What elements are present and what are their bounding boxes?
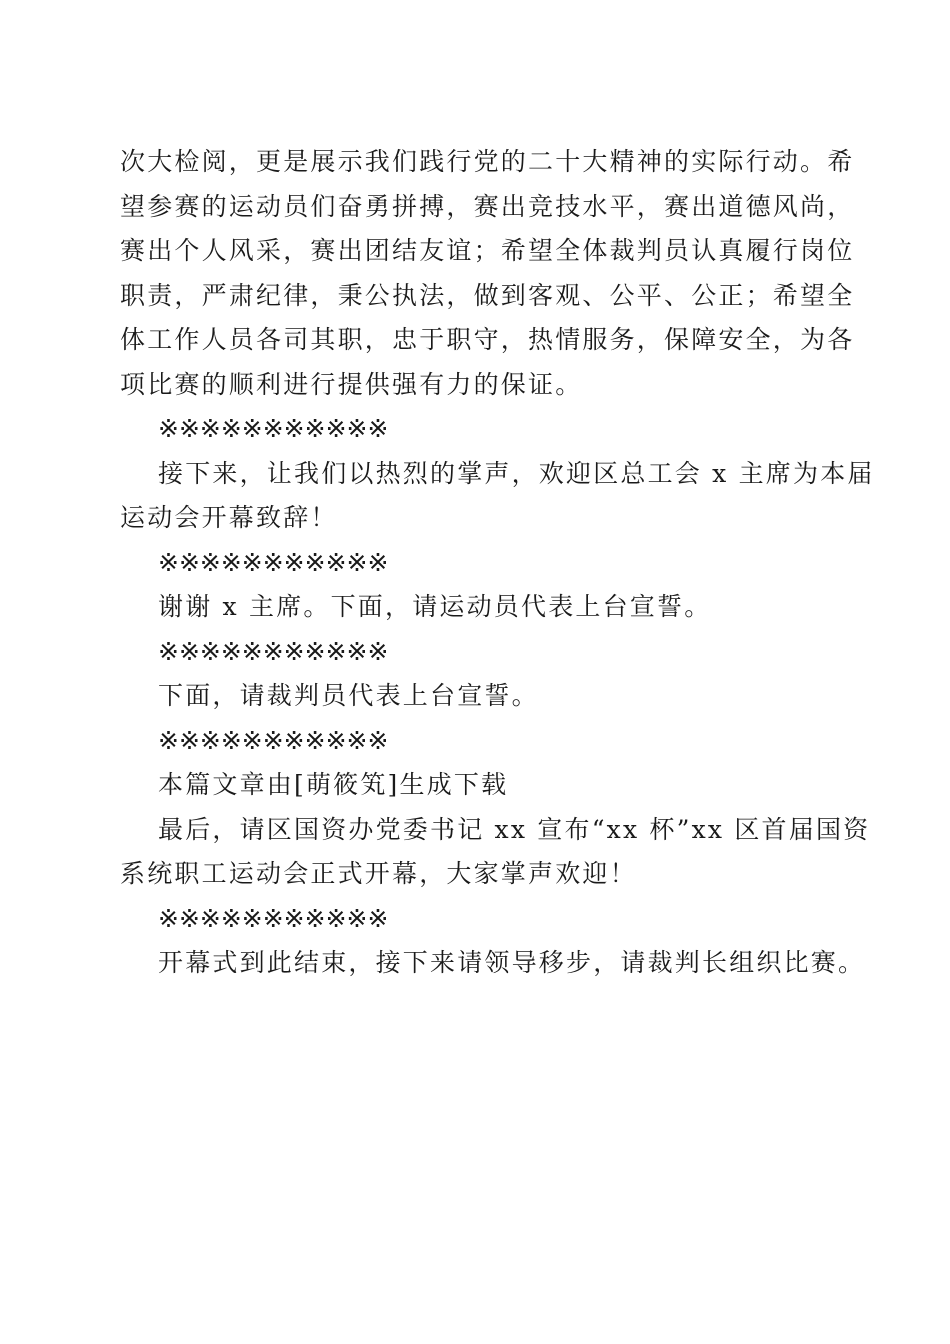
text-line: 本篇文章由[萌筱笂]生成下载 bbox=[158, 770, 509, 799]
separator: ※※※※※※※※※※※ bbox=[158, 725, 389, 755]
text-line: 次大检阅，更是展示我们践行党的二十大精神的实际行动。希 bbox=[120, 147, 855, 176]
text-line: 体工作人员各司其职，忠于职守，热情服务，保障安全，为各 bbox=[120, 325, 855, 354]
text-line: 职责，严肃纪律，秉公执法，做到客观、公平、公正；希望全 bbox=[120, 280, 855, 310]
text-line: 下面，请裁判员代表上台宣誓。 bbox=[158, 681, 539, 710]
text-line: 开幕式到此结束，接下来请领导移步，请裁判长组织比赛。 bbox=[158, 948, 866, 977]
document-page bbox=[120, 140, 875, 986]
text-line: 运动会开幕致辞！ bbox=[120, 503, 338, 532]
text-line: 谢谢 x 主席。下面，请运动员代表上台宣誓。 bbox=[158, 592, 712, 621]
text-line: 赛出个人风采，赛出团结友谊；希望全体裁判员认真履行岗位 bbox=[120, 236, 855, 265]
text-line: 系统职工运动会正式开幕，大家掌声欢迎！ bbox=[120, 859, 637, 888]
text-line: 接下来，让我们以热烈的掌声，欢迎区总工会 x 主席为本届 bbox=[158, 458, 875, 488]
separator: ※※※※※※※※※※※ bbox=[158, 903, 389, 933]
text-line: 最后，请区国资办党委书记 xx 宣布“xx 杯”xx 区首届国资 bbox=[158, 814, 871, 844]
separator: ※※※※※※※※※※※ bbox=[158, 547, 389, 577]
separator: ※※※※※※※※※※※ bbox=[158, 414, 389, 443]
text-line: 望参赛的运动员们奋勇拼搏，赛出竞技水平，赛出道德风尚， bbox=[120, 191, 855, 221]
separator: ※※※※※※※※※※※ bbox=[158, 636, 389, 666]
text-line: 项比赛的顺利进行提供强有力的保证。 bbox=[120, 369, 583, 399]
